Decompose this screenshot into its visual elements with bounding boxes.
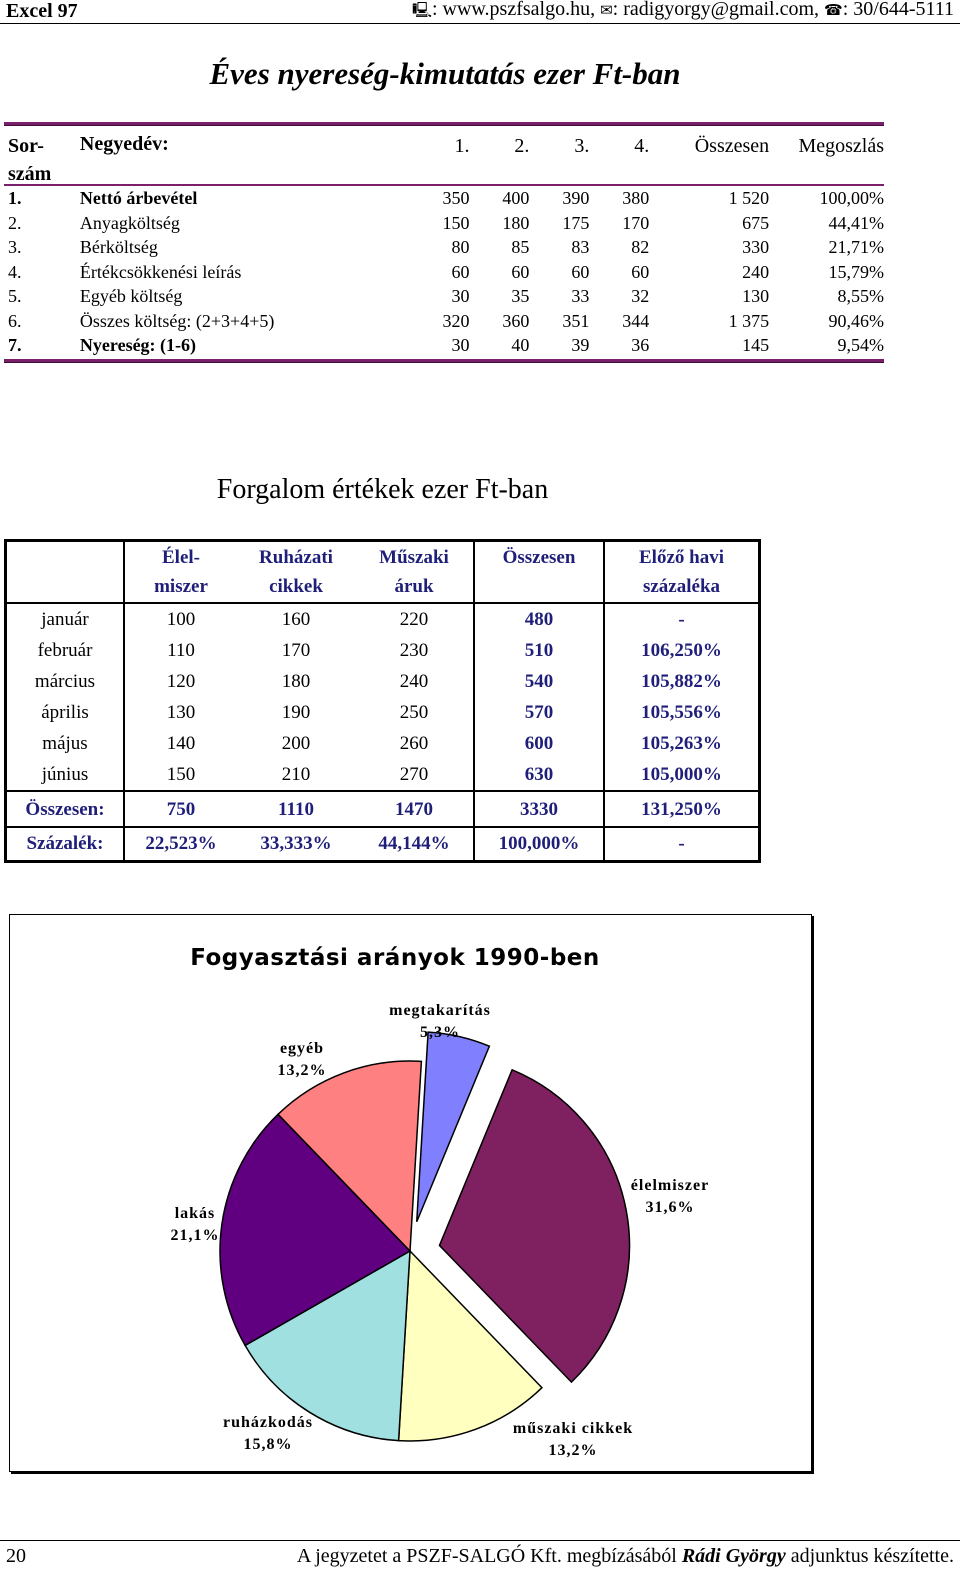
row-q3: 351: [562, 310, 590, 331]
cell-food: 100: [166, 609, 196, 630]
header-q3: 3.: [574, 135, 590, 157]
cell-food: 150: [166, 764, 196, 785]
row-name: Nettó árbevétel: [79, 188, 198, 208]
row-name: Anyagköltség: [79, 212, 180, 233]
row-share: 44,41%: [828, 212, 885, 233]
row-q3: 83: [571, 237, 590, 257]
table-row: [7, 666, 758, 697]
cell-month: február: [7, 635, 125, 666]
row-share: 8,55%: [837, 286, 885, 306]
header-mail: : radigyorgy@gmail.com,: [612, 0, 820, 20]
pie-chart: [9, 914, 812, 1472]
row-q4: 82: [631, 237, 650, 257]
sales-table-title: Forgalom értékek ezer Ft-ban: [216, 474, 549, 505]
table-row: [4, 186, 884, 211]
table-row: [4, 284, 884, 309]
cell-total: 570: [473, 697, 605, 728]
header-food: Élel- miszer: [154, 547, 208, 597]
row-q3: 39: [571, 335, 590, 355]
percent-total: 100,000%: [473, 828, 605, 860]
cell-total: 540: [473, 666, 605, 697]
cell-food: 110: [167, 640, 195, 661]
row-total: 330: [742, 237, 770, 257]
row-total: 130: [742, 286, 770, 306]
cell-clothing: 160: [281, 609, 311, 630]
cell-month: április: [7, 697, 125, 728]
table-row: [4, 260, 884, 285]
cell-prev-month-pct: 105,000%: [641, 764, 722, 785]
row-share: 90,46%: [828, 310, 885, 331]
row-q1: 30: [451, 335, 470, 355]
header-share: Megoszlás: [798, 135, 885, 157]
header-month: [7, 542, 125, 602]
row-number: 4.: [8, 261, 22, 282]
row-q4: 32: [631, 286, 650, 306]
header-contacts: [412, 0, 954, 25]
sales-table-body: [7, 604, 758, 790]
sum-label: Összesen:: [7, 792, 125, 826]
pie-label: lakás: [174, 1205, 216, 1222]
computer-icon: 🖳: [411, 1, 432, 19]
pie-label: élelmiszer: [630, 1177, 710, 1194]
table-row: [7, 604, 758, 635]
table-row: [4, 333, 884, 359]
row-q3: 390: [562, 188, 590, 208]
row-q3: 33: [571, 286, 590, 306]
credit-author: Rádi György: [681, 1545, 786, 1567]
row-q1: 320: [442, 310, 470, 331]
cell-total: 630: [473, 759, 605, 790]
cell-technical: 240: [399, 671, 429, 692]
sum-prev: 131,250%: [641, 799, 722, 820]
header-quarter-label: Negyedév:: [79, 133, 169, 155]
sales-percent-row: [7, 826, 758, 860]
cell-total: 510: [473, 635, 605, 666]
cell-prev-month-pct: -: [678, 609, 685, 630]
cell-prev-month-pct: 105,263%: [641, 733, 722, 754]
percent-food: 22,523%: [145, 833, 217, 854]
row-q4: 60: [631, 261, 650, 282]
table-row: [7, 697, 758, 728]
cell-month: március: [7, 666, 125, 697]
header-q2: 2.: [514, 135, 530, 157]
page-footer: [0, 1540, 960, 1582]
row-share: 21,71%: [828, 237, 885, 257]
sales-table: [4, 539, 761, 863]
table-row: [4, 235, 884, 260]
row-q2: 35: [511, 286, 530, 306]
row-share: 9,54%: [837, 335, 885, 355]
cell-clothing: 210: [281, 764, 311, 785]
pie-value-label: 31,6%: [645, 1199, 695, 1216]
row-name: Bérköltség: [79, 237, 158, 257]
pie-value-label: 21,1%: [170, 1227, 220, 1244]
telephone-icon: ☎: [824, 1, 843, 19]
header-q1: 1.: [454, 135, 470, 157]
row-number: 6.: [8, 310, 22, 331]
cell-clothing: 200: [281, 733, 311, 754]
row-name: Egyéb költség: [79, 286, 183, 306]
row-q4: 36: [631, 335, 650, 355]
sum-total: 3330: [473, 792, 605, 826]
row-number: 1.: [8, 188, 22, 208]
cell-total: 600: [473, 728, 605, 759]
profit-table-title: Éves nyereség-kimutatás ezer Ft-ban: [209, 56, 681, 91]
header-phone: : 30/644-5111: [842, 0, 954, 20]
sales-sum-row: [7, 790, 758, 826]
cell-month: január: [7, 604, 125, 635]
cell-clothing: 170: [281, 640, 311, 661]
percent-technical: 44,144%: [378, 833, 450, 854]
header-technical: Műszaki áruk: [379, 547, 449, 597]
row-q2: 40: [511, 335, 530, 355]
sum-clothing: 1110: [278, 799, 314, 820]
pie-label: műszaki cikkek: [512, 1420, 634, 1437]
cell-clothing: 180: [281, 671, 311, 692]
profit-table-header: [4, 126, 884, 184]
cell-technical: 220: [399, 609, 429, 630]
credit-post: adjunktus készítette.: [785, 1545, 954, 1567]
cell-technical: 270: [399, 764, 429, 785]
cell-prev-month-pct: 106,250%: [641, 640, 722, 661]
cell-food: 130: [166, 702, 196, 723]
row-number: 7.: [8, 335, 22, 355]
row-number: 3.: [8, 237, 22, 257]
pie-label: megtakarítás: [389, 1002, 491, 1019]
cell-food: 140: [166, 733, 196, 754]
row-total: 240: [742, 261, 770, 282]
row-q1: 60: [451, 261, 470, 282]
sum-food: 750: [166, 799, 196, 820]
pie-value-label: 15,8%: [243, 1436, 293, 1453]
table-row: [4, 211, 884, 236]
row-q1: 30: [451, 286, 470, 306]
pie-label: egyéb: [279, 1040, 325, 1057]
row-q2: 60: [511, 261, 530, 282]
row-q4: 170: [622, 212, 650, 233]
header-web: : www.pszfsalgo.hu,: [431, 0, 596, 20]
row-share: 100,00%: [819, 188, 885, 208]
row-total: 1 520: [728, 188, 770, 208]
row-name: Összes költség: (2+3+4+5): [79, 310, 275, 331]
page-header: [0, 0, 960, 24]
row-q2: 360: [502, 310, 530, 331]
percent-label: Százalék:: [7, 828, 125, 860]
pie-chart-svg: [10, 915, 813, 1473]
header-clothing: Ruházati cikkek: [259, 547, 333, 597]
cell-technical: 260: [399, 733, 429, 754]
row-q1: 350: [442, 188, 470, 208]
header-prev-month: Előző havi százaléka: [639, 547, 724, 597]
percent-clothing: 33,333%: [260, 833, 332, 854]
envelope-icon: ✉: [600, 1, 613, 19]
profit-table: [4, 122, 884, 363]
pie-value-label: 13,2%: [548, 1442, 598, 1459]
header-q4: 4.: [634, 135, 650, 157]
cell-prev-month-pct: 105,556%: [641, 702, 722, 723]
row-name: Nyereség: (1-6): [79, 335, 197, 355]
table-row: [7, 635, 758, 666]
credit-pre: A jegyzetet a PSZF-SALGÓ Kft. megbízásából: [296, 1545, 682, 1567]
sum-technical: 1470: [395, 799, 433, 820]
table-rule: [4, 359, 884, 363]
cell-technical: 250: [399, 702, 429, 723]
row-q2: 180: [502, 212, 530, 233]
cell-month: május: [7, 728, 125, 759]
row-number: 5.: [8, 286, 22, 306]
row-number: 2.: [8, 212, 22, 233]
header-app-name: Excel 97: [6, 0, 78, 22]
cell-prev-month-pct: 105,882%: [641, 671, 722, 692]
row-name: Értékcsökkenési leírás: [79, 261, 242, 282]
chart-title: Fogyasztási arányok 1990-ben: [190, 945, 600, 971]
row-q1: 80: [451, 237, 470, 257]
table-row: [4, 309, 884, 334]
pie-label: ruházkodás: [222, 1414, 314, 1431]
row-share: 15,79%: [828, 261, 885, 282]
row-q4: 344: [622, 310, 650, 331]
cell-total: 480: [473, 604, 605, 635]
cell-technical: 230: [399, 640, 429, 661]
footer-credit: [297, 1545, 954, 1568]
table-row: [7, 728, 758, 759]
row-q1: 150: [442, 212, 470, 233]
row-total: 145: [742, 335, 770, 355]
table-row: [7, 759, 758, 790]
header-total: Összesen: [694, 135, 770, 157]
header-rownum: Sor- szám: [8, 135, 52, 185]
pie-value-label: 5,3%: [420, 1024, 460, 1041]
row-q3: 60: [571, 261, 590, 282]
row-q3: 175: [562, 212, 590, 233]
profit-table-body: [4, 186, 884, 359]
row-q2: 400: [502, 188, 530, 208]
header-total: Összesen: [473, 542, 605, 602]
percent-prev: -: [678, 833, 685, 854]
cell-food: 120: [166, 671, 196, 692]
page-number: 20: [6, 1545, 26, 1567]
sales-table-header: [7, 542, 758, 604]
cell-month: június: [7, 759, 125, 790]
cell-clothing: 190: [281, 702, 311, 723]
row-total: 675: [742, 212, 770, 233]
row-q4: 380: [622, 188, 650, 208]
row-total: 1 375: [728, 310, 770, 331]
row-q2: 85: [511, 237, 530, 257]
pie-value-label: 13,2%: [277, 1062, 327, 1079]
